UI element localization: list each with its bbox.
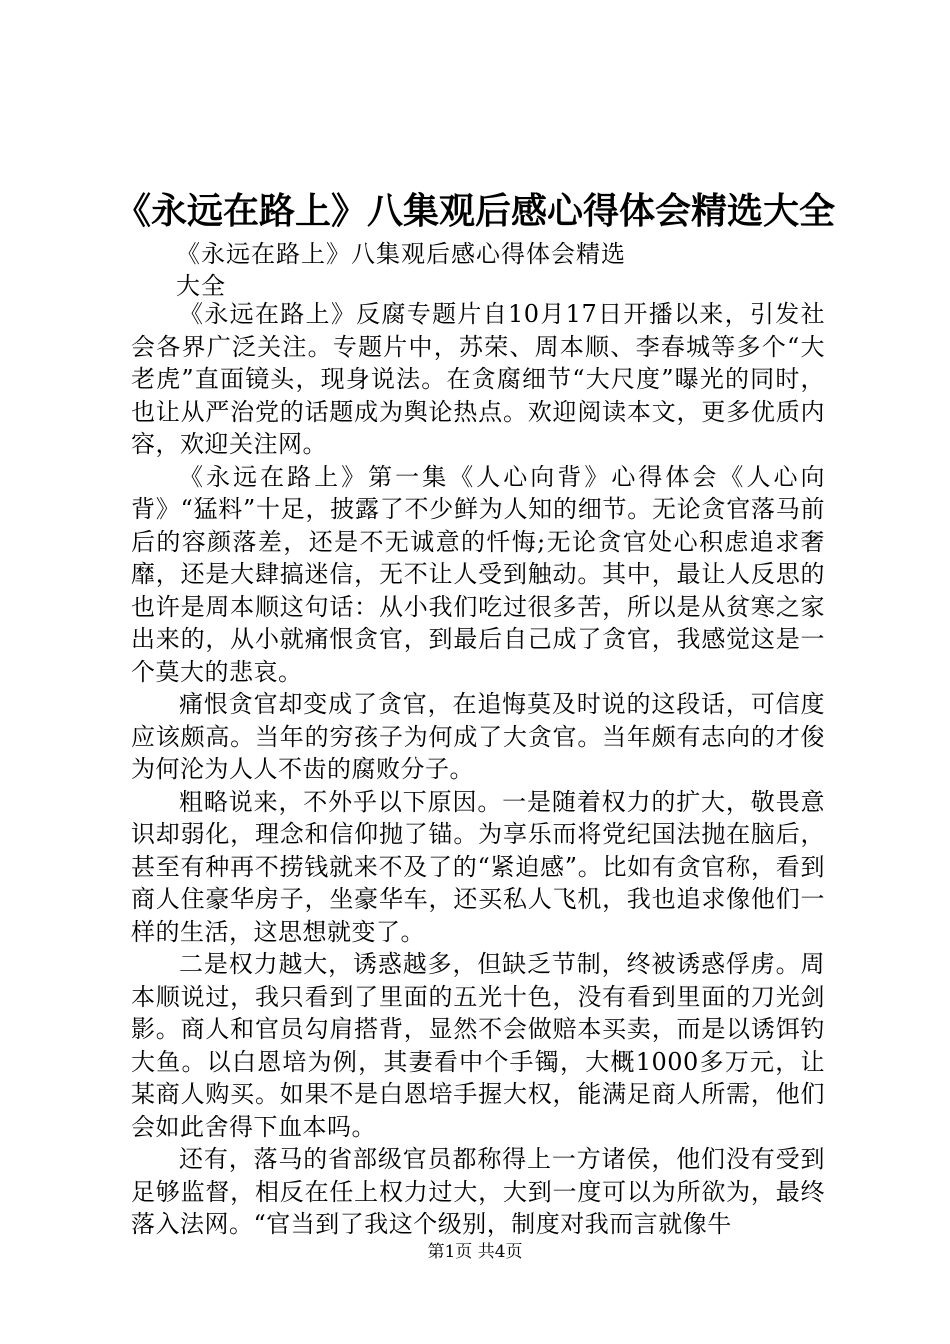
paragraph: 痛恨贪官却变成了贪官，在追悔莫及时说的这段话，可信度应该颇高。当年的穷孩子为何成了大贪官。当年颇有志向的才俊为何沦为人人不齿的腐败分子。 [131, 690, 825, 783]
paragraph: 粗略说来，不外乎以下原因。一是随着权力的扩大，敬畏意识却弱化，理念和信仰抛了锚。为享乐而将党纪国法抛在脑后，甚至有种再不捞钱就来不及了的“紧迫感”。比如有贪官称，看到商人住豪华房子，坐豪华车，还买私人飞机，我也追求像他们一样的生活，这思想就变了。 [131, 787, 825, 946]
document-body [131, 298, 825, 1241]
page-footer: 第1页 共4页 [427, 1242, 523, 1262]
paragraph: 二是权力越大，诱惑越多，但缺乏节制，终被诱惑俘虏。周本顺说过，我只看到了里面的五光十色，没有看到里面的刀光剑影。商人和官员勾肩搭背，显然不会做赔本买卖，而是以诱饵钓大鱼。以白恩培为例，其妻看中个手镯，大概1000多万元，让某商人购买。如果不是白恩培手握大权，能满足商人所需，他们会如此舍得下血本吗。 [131, 950, 825, 1141]
paragraph: 还有，落马的省部级官员都称得上一方诸侯，他们没有受到足够监督，相反在任上权力过大，大到一度可以为所欲为，最终落入法网。“官当到了我这个级别，制度对我而言就像牛 [131, 1145, 825, 1238]
paragraph: 《永远在路上》第一集《人心向背》心得体会《人心向背》“猛料”十足，披露了不少鲜为人知的细节。无论贪官落马前后的容颜落差，还是不无诚意的忏悔;无论贪官处心积虑追求奢靡，还是大肆搞迷信，无不让人受到触动。其中，最让人反思的也许是周本顺这句话：从小我们吃过很多苦，所以是从贫寒之家出来的，从小就痛恨贪官，到最后自己成了贪官，我感觉这是一个莫大的悲哀。 [131, 462, 825, 686]
document-title: 《永远在路上》八集观后感心得体会精选大全 [114, 190, 835, 232]
document-subtitle: 《永远在路上》八集观后感心得体会精选大全 [176, 240, 626, 300]
paragraph: 《永远在路上》反腐专题片自10月17日开播以来，引发社会各界广泛关注。专题片中，苏荣、周本顺、李春城等多个“大老虎”直面镜头，现身说法。在贪腐细节“大尺度”曝光的同时，也让从严治党的话题成为舆论热点。欢迎阅读本文，更多优质内容，欢迎关注网。 [131, 300, 825, 458]
